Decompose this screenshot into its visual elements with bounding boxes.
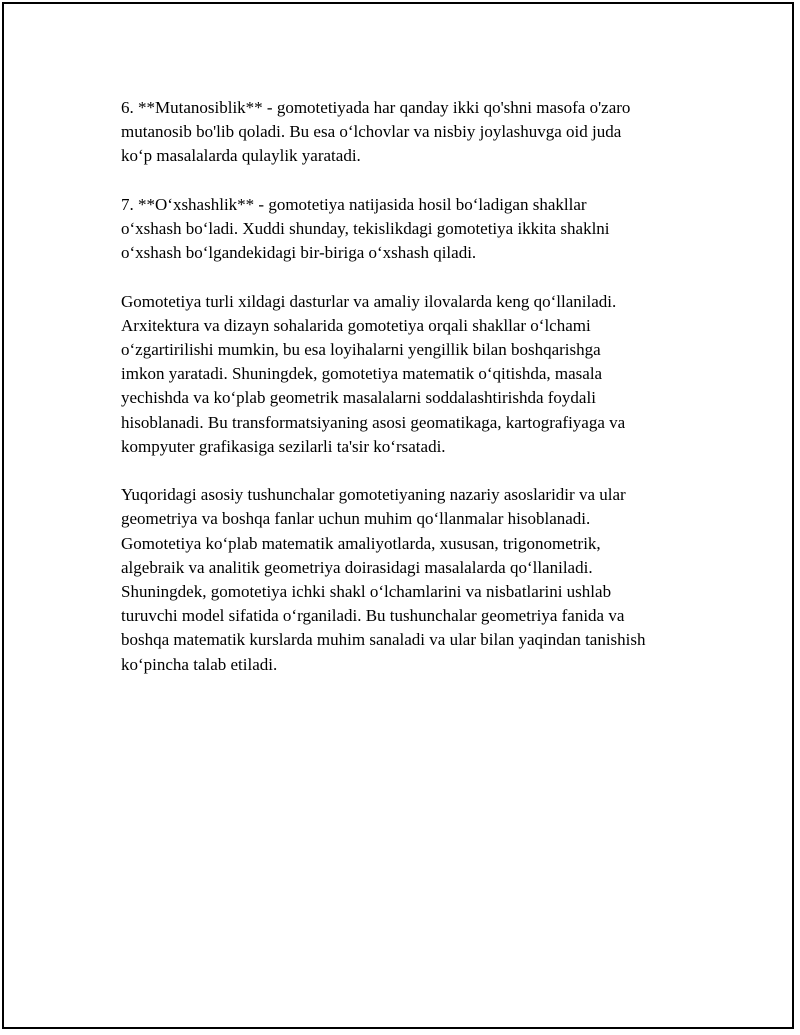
text-line: o‘xshash bo‘lgandekidagi bir-biriga o‘xshash qiladi. — [121, 243, 477, 263]
text-line: imkon yaratadi. Shuningdek, gomotetiya matematik o‘qitishda, masala — [121, 364, 603, 384]
text-line: algebraik va analitik geometriya doirasidagi masalalarda qo‘llaniladi. — [121, 557, 593, 577]
document-page — [2, 2, 794, 1029]
text-line: kompyuter grafikasiga sezilarli ta'sir ko‘rsatadi. — [121, 436, 446, 456]
text-line: hisoblanadi. Bu transformatsiyaning asosi geomatikaga, kartografiyaga va — [121, 412, 626, 432]
text-line: boshqa matematik kurslarda muhim sanaladi va ular bilan yaqindan tanishish — [121, 630, 646, 650]
paragraph-applications — [121, 290, 711, 459]
text-line: 7. **O‘xshashlik** - gomotetiya natijasida hosil bo‘ladigan shakllar — [121, 194, 587, 214]
text-line: Gomotetiya ko‘plab matematik amaliyotlarda, xususan, trigonometrik, — [121, 533, 601, 553]
text-line: o‘zgartirilishi mumkin, bu esa loyihalarni yengillik bilan boshqarishga — [121, 340, 601, 359]
text-line: 6. **Mutanosiblik** - gomotetiyada har qanday ikki qo'shni masofa o'zaro — [121, 98, 631, 117]
text-line: ko‘pincha talab etiladi. — [121, 654, 278, 674]
document-body — [121, 96, 711, 677]
text-line: geometriya va boshqa fanlar uchun muhim qo‘llanmalar hisoblanadi. — [121, 509, 591, 529]
text-line: o‘xshash bo‘ladi. Xuddi shunday, tekislikdagi gomotetiya ikkita shaklni — [121, 219, 610, 238]
text-line: ko‘p masalalarda qulaylik yaratadi. — [121, 146, 361, 166]
paragraph-conclusion — [121, 483, 711, 677]
text-line: Arxitektura va dizayn sohalarida gomotetiya orqali shakllar o‘lchami — [121, 315, 591, 335]
text-line: yechishda va ko‘plab geometrik masalalarni soddalashtirishda foydali — [121, 388, 596, 408]
text-line: turuvchi model sifatida o‘rganiladi. Bu tushunchalar geometriya fanida va — [121, 606, 625, 626]
text-line: Shuningdek, gomotetiya ichki shakl o‘lchamlarini va nisbatlarini ushlab — [121, 582, 612, 602]
paragraph-oxshashlik — [121, 193, 711, 266]
text-line: Yuqoridagi asosiy tushunchalar gomotetiyaning nazariy asoslaridir va ular — [121, 485, 626, 505]
paragraph-mutanosiblik — [121, 96, 711, 169]
text-line: Gomotetiya turli xildagi dasturlar va amaliy ilovalarda keng qo‘llaniladi. — [121, 291, 617, 311]
text-line: mutanosib bo'lib qoladi. Bu esa o‘lchovlar va nisbiy joylashuvga oid juda — [121, 122, 622, 142]
